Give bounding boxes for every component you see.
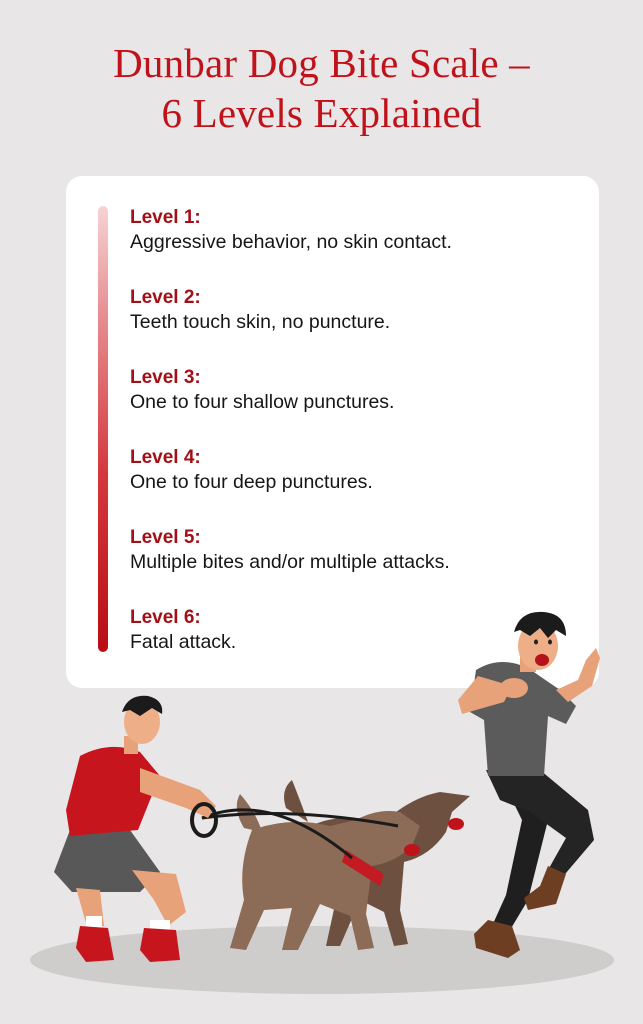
level-3-label: Level 3:: [130, 367, 201, 388]
level-1-description: Aggressive behavior, no skin contact.: [130, 231, 452, 253]
level-6-label: Level 6:: [130, 607, 201, 628]
level-5-description: Multiple bites and/or multiple attacks.: [130, 551, 450, 573]
level-2-label: Level 2:: [130, 287, 201, 308]
level-5-label: Level 5:: [130, 527, 201, 548]
level-4-label: Level 4:: [130, 447, 201, 468]
level-1-label: Level 1:: [130, 207, 201, 228]
title-line-1: Dunbar Dog Bite Scale –: [113, 40, 530, 86]
level-6-description: Fatal attack.: [130, 631, 237, 653]
level-3-description: One to four shallow punctures.: [130, 391, 395, 413]
ground-shadow: [30, 926, 614, 994]
leash-man-illustration: [54, 696, 216, 962]
dogs-illustration: [230, 780, 470, 950]
title-line-2: 6 Levels Explained: [161, 90, 482, 136]
level-2-description: Teeth touch skin, no puncture.: [130, 311, 391, 333]
scared-man-illustration: [458, 612, 600, 958]
level-4-description: One to four deep punctures.: [130, 471, 373, 493]
